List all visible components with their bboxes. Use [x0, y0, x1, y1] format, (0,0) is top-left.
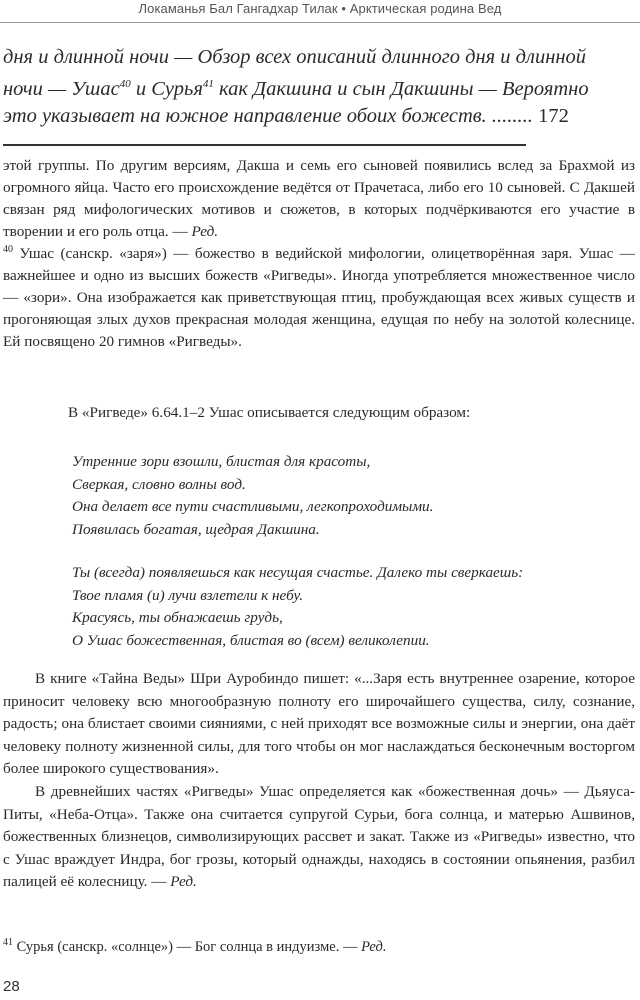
- footnote-continuation-text: этой группы. По другим версиям, Дакша и семь его сыновей появились вслед за Брахмой из огромного яйца. Часто его происхождение ведётся от Прачетаса, либо его 10 сыновей. С Дакшей связан ряд мифологических мотивов и сюжетов, в которых подчёркиваются его участие в творении и его роль отца. —: [3, 157, 635, 240]
- toc-line-2a: ночи — Ушас: [3, 77, 120, 100]
- poem-line: Красуясь, ты обнажаешь грудь,: [72, 609, 283, 626]
- footnote-separator: [3, 144, 526, 146]
- toc-page-number: 172: [538, 104, 569, 127]
- editor-mark: Ред.: [361, 939, 387, 955]
- footnote-41: [3, 937, 635, 957]
- toc-line-2b: и Сурья: [130, 77, 203, 100]
- poem-stanza-2: [72, 562, 632, 652]
- poem-line: Твое пламя (и) лучи взлетели к небу.: [72, 586, 304, 604]
- poem-line: Ты (всегда) появляешься как несущая счастье. Далеко ты сверкаешь:: [72, 564, 524, 581]
- toc-sup-40: 40: [119, 78, 131, 90]
- poem-line: Она делает все пути счастливыми, легкопроходимыми.: [72, 498, 434, 515]
- footnotes: [3, 155, 635, 353]
- editor-mark: Ред.: [191, 223, 219, 240]
- poem-line: Сверкая, словно волны вод.: [72, 475, 246, 493]
- footnote-continuation: [3, 155, 635, 243]
- running-head-text: Локаманья Бал Гангадхар Тилак • Арктическая родина Вед: [138, 1, 502, 16]
- paragraph-rigveda: [3, 781, 635, 894]
- toc-line-1: дня и длинной ночи — Обзор всех описаний длинного дня и длинной: [3, 46, 587, 68]
- poem-line: Появилась богатая, щедрая Дакшина.: [72, 520, 320, 538]
- footnote-41-mark: 41: [3, 937, 13, 949]
- poem-line: Утренние зори взошли, блистая для красоты,: [72, 453, 371, 470]
- quote-intro: В «Ригведе» 6.64.1–2 Ушас описывается следующим образом:: [68, 404, 471, 421]
- toc-line-2c: как Дакшина и сын Дакшины — Вероятно: [213, 77, 589, 100]
- toc-entry: [3, 44, 629, 130]
- page-number: 28: [3, 978, 20, 995]
- running-head: [0, 0, 640, 23]
- paragraph-rigveda-text: В древнейших частях «Ригведы» Ушас определяется как «божественная дочь» — Дьяуса-Питы, «Неба-Отца». Также она считается супругой Сурьи, бога солнца, и матерью Ашвинов, божественных близнецов, символизирующих рассвет и закат. Также из «Ригведы» известно, что с Ушас враждует Индра, бог грозы, который однажды, находясь в состоянии опьянения, разбил палицей её колесницу. —: [3, 782, 635, 891]
- toc-sup-41: 41: [202, 78, 214, 90]
- paragraph-aurobindo: В книге «Тайна Веды» Шри Ауробиндо пишет: «...Заря есть внутреннее озарение, которое приносит человеку всю многообразную полноту его широчайшего существа, силу, сознание, радость; она блистает своими сияниями, с ней приходят все возможные силы и энергии, она даёт человеку полноту жизненной силы, для того чтобы он мог наслаждаться бесконечным восторгом более широкого существования».: [3, 670, 635, 778]
- body-text: [3, 668, 635, 894]
- footnote-41-text: Сурья (санскр. «солнце») — Бог солнца в индуизме. —: [13, 939, 358, 955]
- toc-line-3: это указывает на южное направление обоих божеств. ........: [3, 104, 533, 127]
- footnote-40-mark: 40: [3, 243, 13, 255]
- poem-stanza-1: [72, 451, 632, 541]
- footnote-40-text: Ушас (санскр. «заря») — божество в ведийской мифологии, олицетворённая заря. Ушас — важнейшее и одно из высших божеств «Ригведы». Иногда употребляется множественное число — «зори». Она изображается как приветствующая птиц, пробуждающая всех живых существ и прогоняющая злых духов прекрасная молодая женщина, едущая по небу на золотой колеснице. Ей посвящено 20 гимнов «Ригведы».: [3, 245, 635, 350]
- footnote-40: [3, 243, 635, 353]
- poem-line: О Ушас божественная, блистая во (всем) великолепии.: [72, 631, 430, 649]
- editor-mark: Ред.: [170, 873, 197, 891]
